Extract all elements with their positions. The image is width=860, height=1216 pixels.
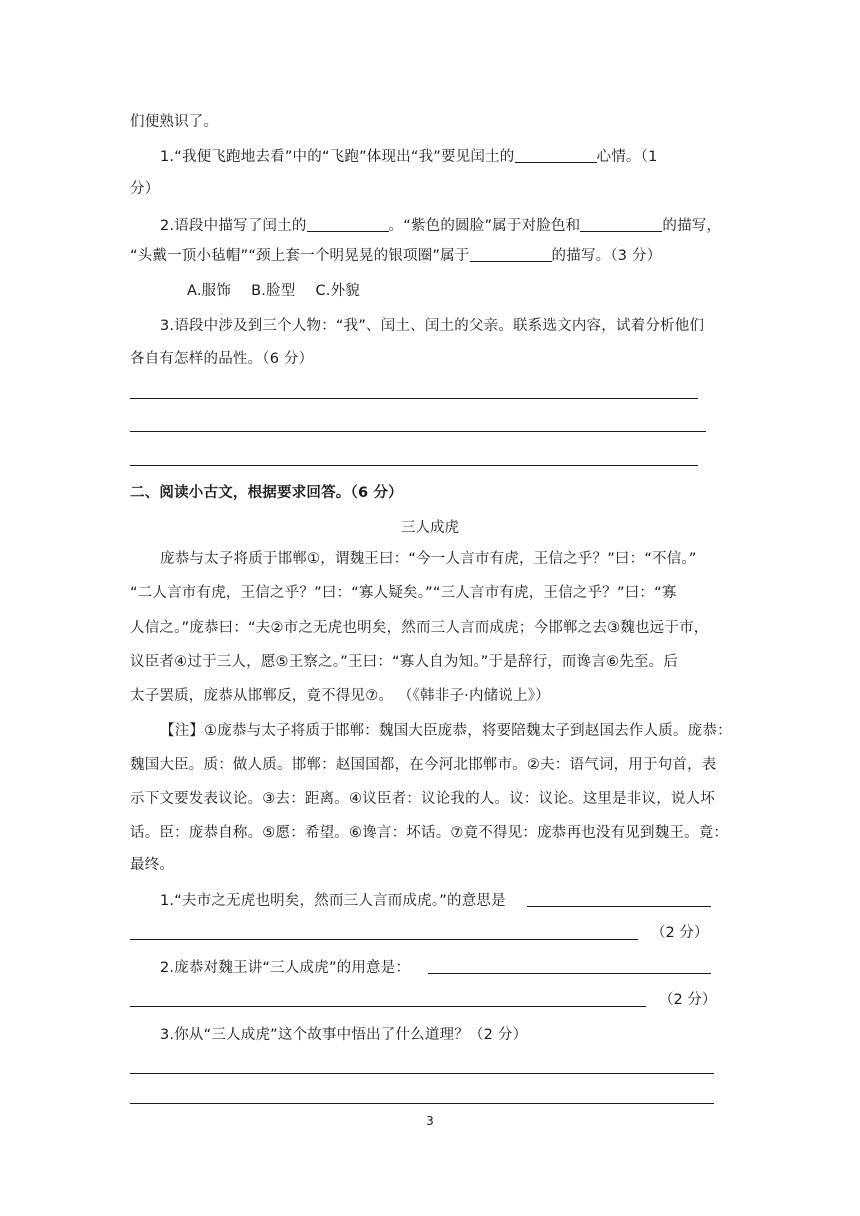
q1-text: 1.“我便飞跑地去看”中的“飞跑”体现出“我”要见闰土的 bbox=[160, 149, 515, 165]
s2q1-blank-2[interactable] bbox=[130, 939, 638, 940]
q2-options bbox=[187, 281, 777, 301]
q2-text-e: 的描写。（3 分） bbox=[551, 248, 662, 264]
story-title: 三人成虎 bbox=[401, 520, 459, 536]
q2-text-c: 的描写， bbox=[662, 218, 722, 234]
story-line-1: 庞恭与太子将质于邯郸①，谓魏王曰：“今一人言市有虎，王信之乎？”曰：“不信。” bbox=[160, 551, 697, 567]
s2q2-score: （2 分） bbox=[659, 992, 717, 1008]
story-line-5: 太子罢质，庞恭从邯郸反，竟不得见⑦。 （《韩非子·内储说上》） bbox=[130, 688, 550, 704]
notes-line-1: 【注】①庞恭与太子将质于邯郸：魏国大臣庞恭，将要陪魏太子到赵国去作人质。庞恭： bbox=[160, 723, 732, 739]
option-a: A.服饰 bbox=[187, 283, 232, 299]
passage-end: 们便熟识了。 bbox=[130, 114, 219, 130]
s2q2-blank-2[interactable] bbox=[130, 1006, 646, 1007]
s2-question-2: 2.庞恭对魏王讲“三人成虎”的用意是： bbox=[160, 960, 411, 976]
s2-question-3: 3.你从“三人成虎”这个故事中悟出了什么道理？（2 分） bbox=[160, 1027, 528, 1043]
s2q3-answer-line-1[interactable] bbox=[130, 1073, 714, 1074]
notes-line-2: 魏国大臣。质：做人质。邯郸：赵国国都，在今河北邯郸市。②夫：语气词，用于句首，表 bbox=[130, 757, 717, 773]
q2-blank-1[interactable] bbox=[307, 217, 389, 232]
question-3-cont: 各自有怎样的品性。（6 分） bbox=[130, 351, 314, 367]
answer-line-2[interactable] bbox=[130, 431, 706, 432]
q2-text-a: 2.语段中描写了闰土的 bbox=[160, 218, 307, 234]
s2-question-1: 1.“夫市之无虎也明矣，然而三人言而成虎。”的意思是 bbox=[160, 893, 506, 909]
s2q3-answer-line-2[interactable] bbox=[130, 1103, 714, 1104]
answer-line-1[interactable] bbox=[130, 398, 698, 399]
story-line-2: “二人言市有虎，王信之乎？”曰：“寡人疑矣。”“三人言市有虎，王信之乎？”曰：“寡 bbox=[130, 585, 677, 601]
q2-text-b: 。“紫色的圆脸”属于对脸色和 bbox=[388, 218, 581, 234]
q1-cont: 分） bbox=[130, 181, 160, 197]
q1-after: 心情。（1 bbox=[596, 149, 658, 165]
question-1 bbox=[160, 147, 750, 167]
option-c: C.外貌 bbox=[315, 283, 360, 299]
story-line-4: 议臣者④过于三人，愿⑤王察之。”王曰：“寡人自为知。”于是辞行，而谗言⑥先至。后 bbox=[130, 654, 679, 670]
s2q2-blank-1[interactable] bbox=[428, 973, 711, 974]
q2-text-d: “头戴一顶小毡帽”“颈上套一个明晃晃的银项圈”属于 bbox=[130, 248, 470, 264]
option-b: B.脸型 bbox=[251, 283, 296, 299]
q2-blank-2[interactable] bbox=[580, 217, 662, 232]
page-number: 3 bbox=[426, 1114, 434, 1128]
question-3: 3.语段中涉及到三个人物：“我”、闰土、闰土的父亲。联系选文内容，试着分析他们 bbox=[160, 318, 705, 334]
notes-line-3: 示下文要发表议论。③去：距离。④议臣者：议论我的人。议：议论。这里是非议，说人坏 bbox=[130, 791, 715, 807]
section-2-heading: 二、阅读小古文，根据要求回答。（6 分） bbox=[130, 485, 403, 501]
question-2 bbox=[160, 216, 750, 236]
notes-line-5: 最终。 bbox=[130, 857, 175, 873]
notes-line-4: 话。臣：庞恭自称。⑤愿：希望。⑥谗言：坏话。⑦竟不得见：庞恭再也没有见到魏王。竟： bbox=[130, 825, 729, 841]
s2q1-blank-1[interactable] bbox=[527, 906, 711, 907]
answer-line-3[interactable] bbox=[130, 465, 698, 466]
story-line-3: 人信之。”庞恭曰：“夫②市之无虎也明矣，然而三人言而成虎；今邯郸之去③魏也远于市， bbox=[130, 620, 709, 636]
q1-blank[interactable] bbox=[515, 148, 597, 163]
question-2-cont bbox=[130, 246, 720, 266]
q2-blank-3[interactable] bbox=[470, 247, 552, 262]
s2q1-score: （2 分） bbox=[651, 925, 709, 941]
